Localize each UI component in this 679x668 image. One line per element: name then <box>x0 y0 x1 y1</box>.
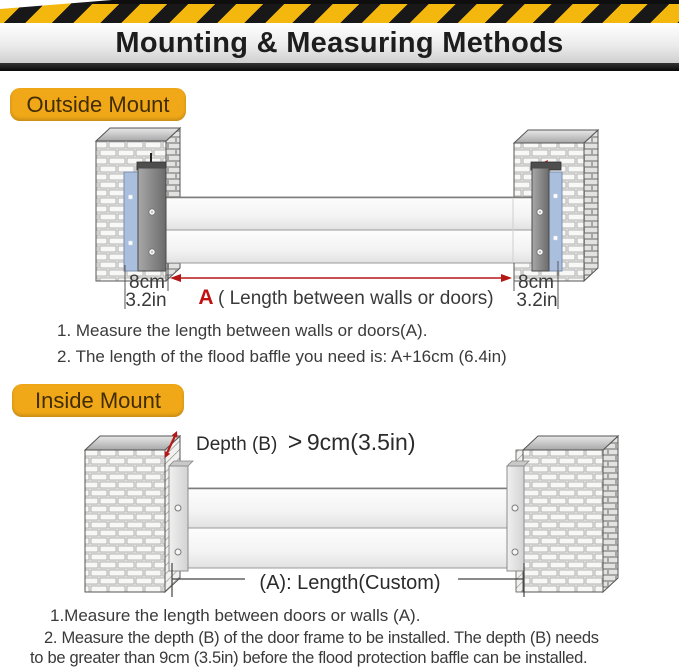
right-wall-side-face <box>603 436 618 592</box>
left-width-cm-label: 8cm <box>129 272 165 293</box>
inside-left-wall <box>85 436 180 592</box>
left-width-in-label: 3.2in <box>125 290 167 311</box>
screw-icon <box>175 549 181 555</box>
flood-baffle <box>188 488 507 568</box>
hazard-top-line <box>92 0 679 4</box>
seal-dot <box>554 194 558 198</box>
title-banner <box>0 23 679 63</box>
right-wall-side-face <box>584 130 598 281</box>
outside-step-2: 2. The length of the flood baffle you need is: A+16cm (6.4in) <box>57 347 507 366</box>
screw-icon <box>512 549 518 555</box>
right-wall-top-face <box>514 130 598 143</box>
outside-mount-badge: Outside Mount <box>10 88 186 121</box>
arrow-head-right <box>501 274 512 282</box>
depth-label-value: 9cm(3.5in) <box>306 429 416 455</box>
length-between-walls-label <box>198 286 493 309</box>
greater-than-symbol: > <box>287 428 303 456</box>
seal-dot <box>129 241 133 245</box>
screw-center <box>151 211 153 213</box>
left-wall-front-face <box>85 450 165 592</box>
screw-center <box>539 251 541 253</box>
outside-mount-diagram <box>0 125 679 315</box>
length-letter-a: A <box>198 286 214 309</box>
right-width-cm-label: 8cm <box>518 272 554 293</box>
baffle-board-top <box>188 488 507 528</box>
inside-step-1: 1.Measure the length between doors or walls (A). <box>50 606 421 625</box>
depth-label <box>196 428 415 456</box>
inside-mount-diagram <box>0 425 679 605</box>
outside-measurement <box>125 261 558 311</box>
inside-step-2-continued: to be greater than 9cm (3.5in) before the flood protection baffle can be installed. <box>30 649 588 667</box>
right-width-in-label: 3.2in <box>516 290 558 311</box>
inside-right-wall <box>516 436 618 592</box>
right-mounting-bracket <box>531 160 562 271</box>
seal-dot <box>554 236 558 240</box>
right-wall-front-face <box>523 450 603 592</box>
flood-baffle <box>166 197 532 263</box>
baffle-board-bottom <box>188 528 507 568</box>
banner-underline <box>0 63 679 71</box>
inside-step-2: 2. Measure the depth (B) of the door frame to be installed. The depth (B) needs <box>44 629 599 647</box>
right-seal-strip <box>549 172 562 271</box>
right-wall-top-face <box>523 436 618 450</box>
screw-center <box>151 251 153 253</box>
baffle-board-top <box>166 197 532 230</box>
length-label-text: ( Length between walls or doors) <box>217 288 494 309</box>
screw-icon <box>175 505 181 511</box>
outside-step-1: 1. Measure the length between walls or doors(A). <box>57 321 428 340</box>
depth-label-prefix: Depth (B) <box>196 434 278 455</box>
page-title: Mounting & Measuring Methods <box>115 26 564 59</box>
screw-center <box>539 211 541 213</box>
seal-dot <box>129 195 133 199</box>
custom-length-label: (A): Length(Custom) <box>259 572 441 594</box>
left-wall-top-face <box>96 128 180 141</box>
baffle-board-bottom <box>166 230 532 263</box>
left-seal-strip <box>124 172 138 271</box>
inside-mount-badge: Inside Mount <box>12 384 184 417</box>
screw-icon <box>512 505 518 511</box>
left-wall-top-face <box>85 436 180 450</box>
